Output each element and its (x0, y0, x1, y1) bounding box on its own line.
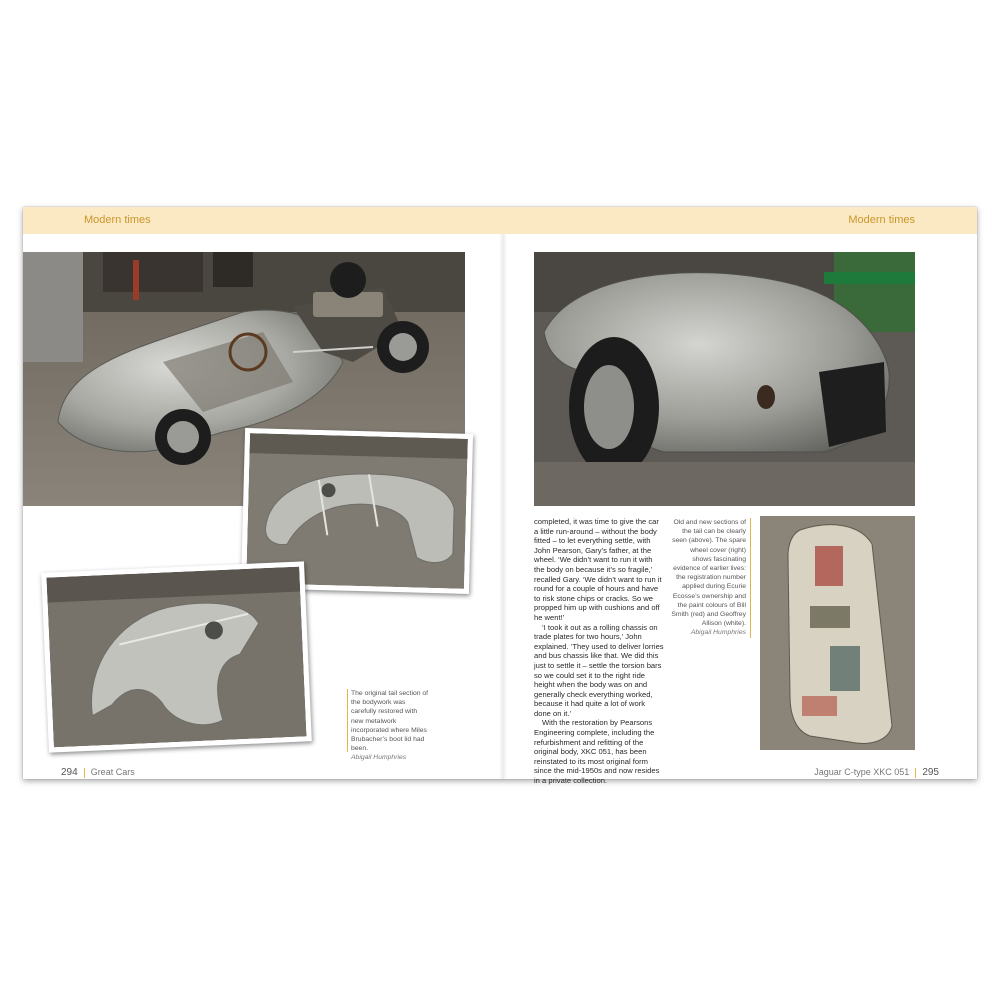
page-number-left: 294 (61, 767, 78, 778)
paragraph-3: With the restoration by Pearsons Engineering complete, including the refurbishment and refitting of the original body, XKC 051, has been reinstated to its most original form since the mid-1950s and now resides in a private collection. (534, 718, 660, 786)
folio-right (814, 767, 939, 778)
running-head-band (23, 207, 977, 234)
caption-rule-left (347, 689, 348, 752)
caption-right-text: Old and new sections of the tail can be clearly seen (above). The spare wheel cover (right) shows fascinating evidence of earlier lives: the registration number applied during Ecurie Ecosse’s ownership and the paint colours of Bill Smith (red) and Geoffrey Allison (white). (671, 519, 746, 628)
body-text-column (534, 517, 664, 786)
caption-right (669, 518, 746, 638)
photo-tail-section-bottom (41, 561, 312, 752)
photo-spare-wheel-cover (760, 516, 915, 750)
paragraph-1: completed, it was time to give the car a little run-around – without the body fitted – to let everything settle, with John Pearson, Gary’s father, at the wheel. ‘We didn’t want to run it with the body on because it’s so fragile,’ recalled Gary. ‘We didn’t want to run it round for a couple of hours and have to risk stone chips or cracks. So we propped him up with cushions and off he went!’ (534, 517, 662, 622)
folio-title-left: Great Cars (90, 767, 135, 777)
caption-rule-right (750, 518, 751, 638)
folio-left (61, 767, 135, 778)
photo-tail-rear-view (534, 252, 915, 506)
caption-left (351, 689, 431, 763)
running-head-left: Modern times (84, 214, 151, 226)
caption-left-credit: Abigail Humphries (351, 754, 407, 762)
caption-right-credit: Abigail Humphries (690, 629, 746, 637)
running-head-right: Modern times (848, 214, 915, 226)
folio-bar-right (915, 768, 916, 778)
page-number-right: 295 (922, 767, 939, 778)
gutter-shadow (499, 207, 507, 779)
folio-title-right: Jaguar C-type XKC 051 (814, 767, 910, 777)
caption-left-text: The original tail section of the bodywork was carefully restored with new metalwork incorporated where Miles Brubacher’s boot lid had been. (351, 690, 429, 753)
paragraph-2: ‘I took it out as a rolling chassis on trade plates for two hours,’ John explained. ‘They used to deliver lorries and bus chassis like that. We did this just to settle it – settle the torsion bars so we could set it to the right ride height when the body was on and generally check everything worked, because it had quite a lot of work done on it.’ (534, 622, 664, 718)
book-spread (23, 207, 977, 786)
folio-bar-left (84, 768, 85, 778)
